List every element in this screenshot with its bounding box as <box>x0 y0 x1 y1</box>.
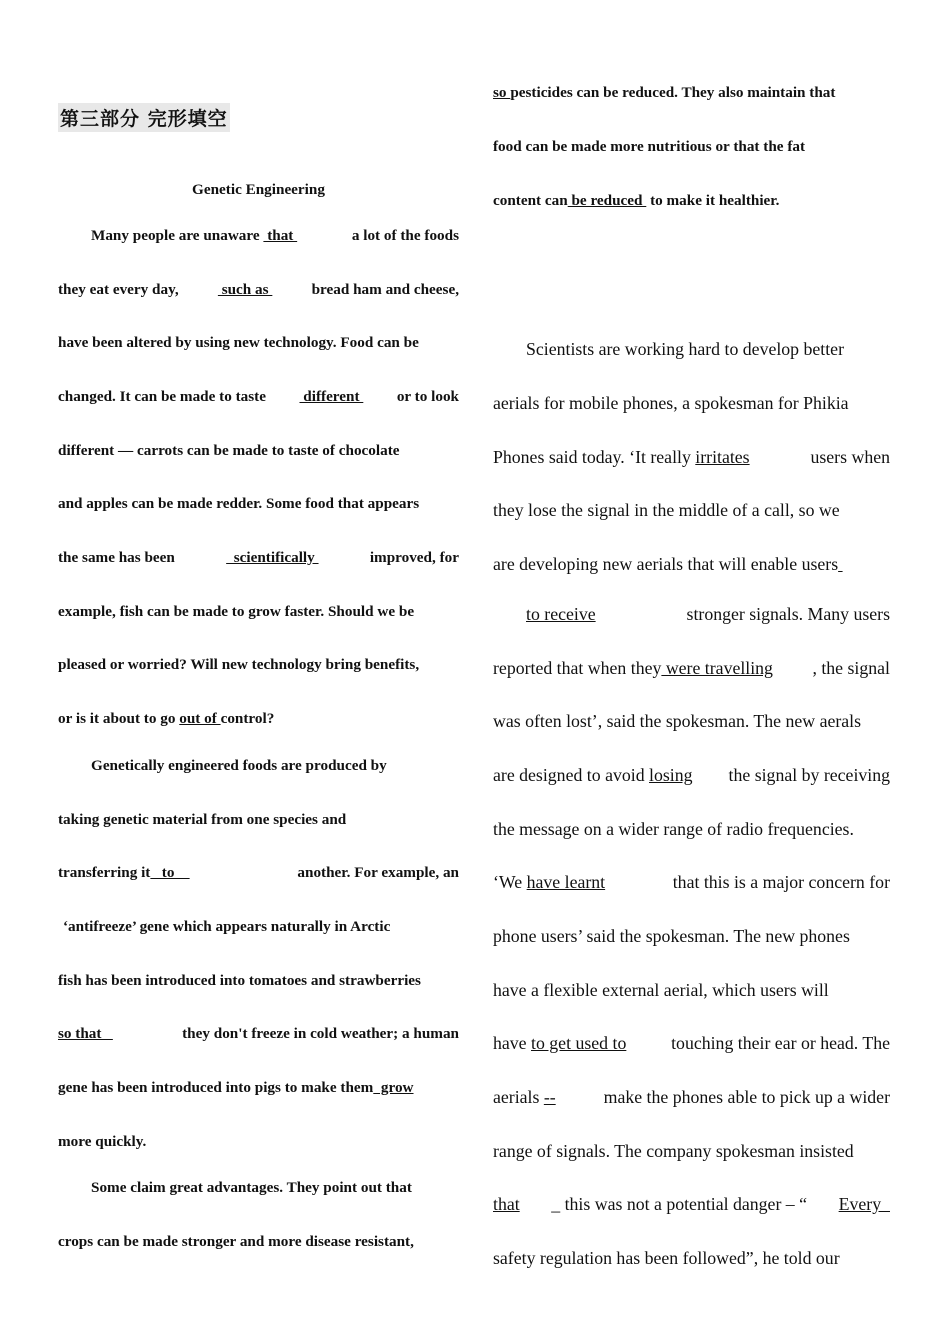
passage-line: they eat every day, such as bread ham and cheese, <box>58 281 459 298</box>
passage-line: different — carrots can be made to taste of chocolate <box>58 442 400 459</box>
passage-line: or is it about to go out of control? <box>58 710 275 727</box>
passage-line: have a flexible external aerial, which users will <box>493 980 829 1000</box>
passage-title: Genetic Engineering <box>192 181 325 198</box>
passage-line: reported that when they were travelling , the signal <box>493 658 890 678</box>
answer-blank: scientifically <box>226 549 319 566</box>
passage-line: the message on a wider range of radio frequencies. <box>493 819 854 839</box>
passage-line: Some claim great advantages. They point out that <box>91 1179 412 1196</box>
answer-blank: different <box>299 388 364 405</box>
passage-line: aerials for mobile phones, a spokesman for Phikia <box>493 393 849 413</box>
passage-line: content can be reduced to make it healthier. <box>493 192 780 209</box>
passage-line: have to get used to touching their ear or head. The <box>493 1033 890 1053</box>
answer-blank: grow <box>373 1079 414 1096</box>
answer-blank: irritates <box>695 447 750 467</box>
answer-blank: were travelling <box>661 658 773 678</box>
passage-line: fish has been introduced into tomatoes and strawberries <box>58 972 421 989</box>
passage-line: aerials -- make the phones able to pick up a wider <box>493 1087 890 1107</box>
passage-line: so pesticides can be reduced. They also maintain that <box>493 84 836 101</box>
passage-line: transferring it to another. For example, an <box>58 864 459 881</box>
answer-blank: that <box>263 227 298 244</box>
answer-blank: be reduced <box>567 192 647 209</box>
answer-blank: that <box>493 1194 520 1214</box>
passage-line: they lose the signal in the middle of a call, so we <box>493 500 840 520</box>
passage-line: have been altered by using new technology. Food can be <box>58 334 419 351</box>
passage-line: are developing new aerials that will enable users <box>493 554 890 574</box>
passage-line: to receive stronger signals. Many users <box>526 604 890 624</box>
answer-blank: to <box>150 864 190 881</box>
passage-line: changed. It can be made to taste different or to look <box>58 388 459 405</box>
passage-line: ‘antifreeze’ gene which appears naturally in Arctic <box>63 918 391 935</box>
passage-line: Genetically engineered foods are produced by <box>91 757 387 774</box>
answer-blank: so that <box>58 1025 113 1042</box>
passage-line: food can be made more nutritious or that the fat <box>493 138 806 155</box>
passage-line: was often lost’, said the spokesman. The new aerals <box>493 711 862 731</box>
passage-line: Phones said today. ‘It really irritates users when <box>493 447 890 467</box>
answer-blank: losing <box>649 765 693 785</box>
answer-blank: Every <box>838 1194 890 1214</box>
passage-line: the same has been scientifically improved, for <box>58 549 459 566</box>
passage-line: taking genetic material from one species and <box>58 811 347 828</box>
answer-blank: such as <box>217 281 273 298</box>
passage-line: example, fish can be made to grow faster. Should we be <box>58 603 415 620</box>
answer-blank <box>838 554 842 574</box>
section-heading: 第三部分 完形填空 <box>58 103 230 132</box>
passage-line: more quickly. <box>58 1133 147 1150</box>
passage-line: ‘We have learnt that this is a major concern for <box>493 872 890 892</box>
answer-blank: -- <box>543 1087 556 1107</box>
answer-blank: to get used to <box>531 1033 627 1053</box>
passage-line: phone users’ said the spokesman. The new phones <box>493 926 850 946</box>
answer-blank: have learnt <box>526 872 606 892</box>
passage-line: range of signals. The company spokesman insisted <box>493 1141 854 1161</box>
passage-line: are designed to avoid losing the signal by receiving <box>493 765 890 785</box>
passage-line: Many people are unaware that a lot of the foods <box>91 227 459 244</box>
passage-line: crops can be made stronger and more disease resistant, <box>58 1233 414 1250</box>
passage-line: that _ this was not a potential danger – “ Every <box>493 1194 890 1214</box>
answer-blank: so <box>493 84 511 101</box>
passage-line: Scientists are working hard to develop better <box>526 339 844 359</box>
passage-line: safety regulation has been followed”, he told our <box>493 1248 840 1268</box>
passage-line: gene has been introduced into pigs to make them grow <box>58 1079 414 1096</box>
answer-blank: out of <box>179 710 221 727</box>
answer-blank: to receive <box>526 604 596 624</box>
passage-line: pleased or worried? Will new technology bring benefits, <box>58 656 420 673</box>
passage-line: so that they don't freeze in cold weather; a human <box>58 1025 459 1042</box>
passage-line: and apples can be made redder. Some food that appears <box>58 495 420 512</box>
